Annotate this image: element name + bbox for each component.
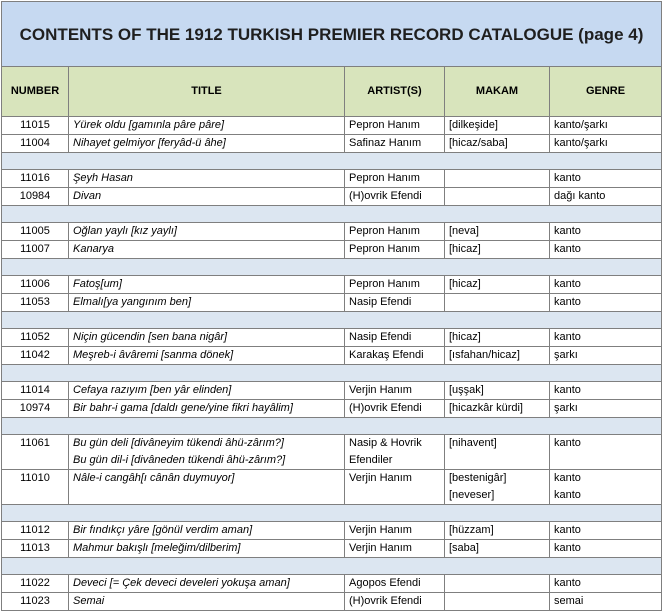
header-genre: GENRE bbox=[550, 67, 662, 117]
cell-number bbox=[2, 435, 69, 470]
cell-artist bbox=[345, 241, 445, 259]
cell-genre bbox=[550, 223, 662, 241]
table-row bbox=[2, 540, 662, 558]
cell-number bbox=[2, 593, 69, 611]
table-row bbox=[2, 435, 662, 470]
cell-title bbox=[69, 294, 345, 312]
catalogue-page bbox=[1, 1, 661, 611]
cell-artist-line: Karakaş Efendi bbox=[349, 349, 424, 361]
cell-title bbox=[69, 593, 345, 611]
cell-title-line: Deveci [= Çek deveci develeri yokuşa aman] bbox=[73, 577, 290, 589]
table-row bbox=[2, 400, 662, 418]
cell-number bbox=[2, 347, 69, 365]
header-number: NUMBER bbox=[2, 67, 69, 117]
cell-title-line: Niçin gücendin [sen bana nigâr] bbox=[73, 331, 228, 343]
cell-title bbox=[69, 382, 345, 400]
cell-artist-line: (H)ovrik Efendi bbox=[349, 595, 422, 607]
cell-genre bbox=[550, 470, 662, 505]
cell-number bbox=[2, 540, 69, 558]
cell-makam-line: [saba] bbox=[449, 542, 479, 554]
cell-makam-line: [hicazkâr kürdi] bbox=[449, 402, 523, 414]
cell-title-line: Bu gün deli [divâneyim tükendi âhü-zârım?] bbox=[73, 437, 284, 449]
cell-makam-line: [nihavent] bbox=[449, 437, 497, 449]
table-body bbox=[2, 117, 662, 611]
cell-artist-line: Pepron Hanım bbox=[349, 243, 420, 255]
cell-artist-line: Efendiler bbox=[349, 454, 393, 466]
cell-title-line: Fatoş[um] bbox=[73, 278, 122, 290]
cell-genre-line: kanto bbox=[554, 172, 581, 184]
spacer-row bbox=[2, 206, 662, 223]
cell-makam-line: [hicaz] bbox=[449, 331, 481, 343]
cell-number-line: 11016 bbox=[20, 172, 50, 184]
cell-makam bbox=[445, 241, 550, 259]
cell-genre-line: kanto bbox=[554, 437, 581, 449]
cell-title-line: Şeyh Hasan bbox=[73, 172, 133, 184]
cell-artist bbox=[345, 329, 445, 347]
cell-genre bbox=[550, 540, 662, 558]
cell-genre-line: kanto/şarkı bbox=[554, 137, 608, 149]
cell-genre-line: kanto bbox=[554, 542, 581, 554]
cell-title bbox=[69, 223, 345, 241]
cell-artist-line: Pepron Hanım bbox=[349, 172, 420, 184]
cell-makam bbox=[445, 593, 550, 611]
cell-number bbox=[2, 188, 69, 206]
title-row bbox=[2, 2, 662, 67]
cell-artist-line: Safinaz Hanım bbox=[349, 137, 422, 149]
table-row bbox=[2, 188, 662, 206]
cell-makam bbox=[445, 522, 550, 540]
cell-genre-line: kanto bbox=[554, 243, 581, 255]
cell-title bbox=[69, 117, 345, 135]
spacer-cell bbox=[2, 418, 662, 435]
cell-genre-line: şarkı bbox=[554, 349, 578, 361]
header-artists: ARTIST(S) bbox=[345, 67, 445, 117]
cell-makam bbox=[445, 400, 550, 418]
cell-genre bbox=[550, 435, 662, 470]
cell-title bbox=[69, 470, 345, 505]
cell-title bbox=[69, 400, 345, 418]
cell-title bbox=[69, 347, 345, 365]
cell-title bbox=[69, 435, 345, 470]
spacer-cell bbox=[2, 558, 662, 575]
cell-artist bbox=[345, 223, 445, 241]
cell-number-line: 11014 bbox=[20, 384, 50, 396]
table-row bbox=[2, 329, 662, 347]
cell-title-line: Meşreb-i âvâremi [sanma dönek] bbox=[73, 349, 234, 361]
table-row bbox=[2, 575, 662, 593]
table-row bbox=[2, 593, 662, 611]
cell-title-line: Nihayet gelmiyor [feryâd-ü âhe] bbox=[73, 137, 226, 149]
cell-number-line: 11061 bbox=[20, 437, 50, 449]
cell-number bbox=[2, 400, 69, 418]
spacer-cell bbox=[2, 312, 662, 329]
cell-genre bbox=[550, 188, 662, 206]
table-row bbox=[2, 294, 662, 312]
cell-artist bbox=[345, 188, 445, 206]
cell-makam-line: [hicaz/saba] bbox=[449, 137, 508, 149]
cell-number-line: 11022 bbox=[20, 577, 50, 589]
spacer-row bbox=[2, 365, 662, 382]
cell-title-line: Divan bbox=[73, 190, 102, 202]
cell-genre bbox=[550, 382, 662, 400]
cell-artist bbox=[345, 522, 445, 540]
cell-makam-line: [hicaz] bbox=[449, 243, 481, 255]
cell-artist bbox=[345, 470, 445, 505]
cell-artist bbox=[345, 575, 445, 593]
spacer-row bbox=[2, 418, 662, 435]
cell-title-line: Mahmur bakışlı [meleğim/dilberim] bbox=[73, 542, 241, 554]
cell-makam-line: [bestenigâr] bbox=[449, 472, 507, 484]
cell-artist bbox=[345, 382, 445, 400]
cell-artist bbox=[345, 540, 445, 558]
cell-makam-line: [neva] bbox=[449, 225, 479, 237]
cell-number-line: 11015 bbox=[20, 119, 50, 131]
cell-title bbox=[69, 329, 345, 347]
cell-number bbox=[2, 470, 69, 505]
cell-title bbox=[69, 188, 345, 206]
cell-genre bbox=[550, 241, 662, 259]
cell-title-line: Oğlan yaylı [kız yaylı] bbox=[73, 225, 177, 237]
cell-makam bbox=[445, 470, 550, 505]
cell-makam bbox=[445, 329, 550, 347]
cell-number bbox=[2, 276, 69, 294]
spacer-row bbox=[2, 505, 662, 522]
cell-artist bbox=[345, 294, 445, 312]
spacer-cell bbox=[2, 365, 662, 382]
cell-genre-line: kanto bbox=[554, 577, 581, 589]
table-row bbox=[2, 276, 662, 294]
cell-number-line: 11006 bbox=[20, 278, 50, 290]
cell-title-line: Nâle-i cangâh[ı cânân duymuyor] bbox=[73, 472, 235, 484]
cell-makam bbox=[445, 276, 550, 294]
cell-title-line: Cefaya razıyım [ben yâr elinden] bbox=[73, 384, 232, 396]
cell-makam bbox=[445, 117, 550, 135]
cell-artist-line: Verjin Hanım bbox=[349, 384, 412, 396]
cell-number bbox=[2, 329, 69, 347]
cell-number bbox=[2, 294, 69, 312]
cell-title bbox=[69, 135, 345, 153]
cell-artist bbox=[345, 276, 445, 294]
cell-genre bbox=[550, 276, 662, 294]
cell-genre-line: kanto bbox=[554, 384, 581, 396]
cell-makam bbox=[445, 188, 550, 206]
cell-genre-line: kanto/şarkı bbox=[554, 119, 608, 131]
page-title: CONTENTS OF THE 1912 TURKISH PREMIER RECORD CATALOGUE (page 4) bbox=[2, 2, 662, 67]
cell-artist bbox=[345, 400, 445, 418]
cell-number-line: 10974 bbox=[19, 402, 51, 414]
table-row bbox=[2, 170, 662, 188]
cell-number bbox=[2, 135, 69, 153]
cell-artist-line: Agopos Efendi bbox=[349, 577, 421, 589]
table-row bbox=[2, 241, 662, 259]
cell-artist bbox=[345, 347, 445, 365]
spacer-row bbox=[2, 153, 662, 170]
cell-artist bbox=[345, 170, 445, 188]
spacer-cell bbox=[2, 259, 662, 276]
spacer-cell bbox=[2, 206, 662, 223]
cell-makam bbox=[445, 435, 550, 470]
cell-genre-line: kanto bbox=[554, 524, 581, 536]
cell-genre-line: semai bbox=[554, 595, 584, 607]
spacer-cell bbox=[2, 153, 662, 170]
cell-makam-line: [dilkeşide] bbox=[449, 119, 498, 131]
cell-genre-line: kanto bbox=[554, 278, 581, 290]
cell-makam-line: [hüzzam] bbox=[449, 524, 494, 536]
spacer-row bbox=[2, 259, 662, 276]
cell-genre-line: kanto bbox=[554, 225, 581, 237]
cell-number-line: 11010 bbox=[20, 472, 50, 484]
cell-artist bbox=[345, 117, 445, 135]
cell-title-line: Bir bahr-i gama [daldı gene/yine fikri hayâlim] bbox=[73, 402, 293, 414]
cell-number bbox=[2, 117, 69, 135]
cell-number bbox=[2, 382, 69, 400]
cell-number bbox=[2, 223, 69, 241]
cell-genre bbox=[550, 593, 662, 611]
cell-title-line: Kanarya bbox=[73, 243, 114, 255]
cell-number-line: 11007 bbox=[20, 243, 50, 255]
cell-number-line: 11023 bbox=[20, 595, 50, 607]
cell-title bbox=[69, 522, 345, 540]
cell-title bbox=[69, 575, 345, 593]
table-row bbox=[2, 470, 662, 505]
cell-number-line: 11004 bbox=[20, 137, 50, 149]
cell-artist bbox=[345, 435, 445, 470]
cell-artist-line: (H)ovrik Efendi bbox=[349, 402, 422, 414]
cell-makam bbox=[445, 170, 550, 188]
cell-makam-line: [uşşak] bbox=[449, 384, 484, 396]
cell-genre bbox=[550, 117, 662, 135]
cell-number-line: 11042 bbox=[20, 349, 50, 361]
cell-number-line: 11012 bbox=[20, 524, 50, 536]
cell-makam bbox=[445, 135, 550, 153]
cell-artist bbox=[345, 135, 445, 153]
cell-title-line: Semai bbox=[73, 595, 105, 607]
table-row bbox=[2, 117, 662, 135]
header-title: TITLE bbox=[69, 67, 345, 117]
table-row bbox=[2, 135, 662, 153]
cell-title-line: Bu gün dil-i [divâneden tükendi âhü-zârım?] bbox=[73, 454, 286, 466]
cell-genre bbox=[550, 575, 662, 593]
cell-makam bbox=[445, 223, 550, 241]
cell-artist-line: Pepron Hanım bbox=[349, 225, 420, 237]
spacer-row bbox=[2, 558, 662, 575]
cell-number-line: 11053 bbox=[20, 296, 50, 308]
cell-makam bbox=[445, 347, 550, 365]
cell-genre-line: kanto bbox=[554, 331, 581, 343]
cell-title bbox=[69, 540, 345, 558]
table-row bbox=[2, 522, 662, 540]
cell-genre-line: dağı kanto bbox=[554, 190, 606, 202]
header-row bbox=[2, 67, 662, 117]
cell-number bbox=[2, 170, 69, 188]
cell-genre bbox=[550, 294, 662, 312]
cell-genre-line: kanto bbox=[554, 489, 581, 501]
header-makam: MAKAM bbox=[445, 67, 550, 117]
table-row bbox=[2, 223, 662, 241]
cell-genre bbox=[550, 135, 662, 153]
cell-genre bbox=[550, 347, 662, 365]
cell-title bbox=[69, 241, 345, 259]
cell-number-line: 11052 bbox=[20, 331, 50, 343]
table-row bbox=[2, 382, 662, 400]
cell-makam-line: [ısfahan/hicaz] bbox=[449, 349, 520, 361]
catalogue-table bbox=[1, 1, 662, 611]
spacer-row bbox=[2, 312, 662, 329]
cell-makam bbox=[445, 294, 550, 312]
cell-genre bbox=[550, 329, 662, 347]
cell-makam-line: [hicaz] bbox=[449, 278, 481, 290]
cell-genre-line: kanto bbox=[554, 296, 581, 308]
cell-makam bbox=[445, 575, 550, 593]
cell-genre-line: şarkı bbox=[554, 402, 578, 414]
cell-artist-line: Pepron Hanım bbox=[349, 119, 420, 131]
cell-number-line: 11005 bbox=[20, 225, 50, 237]
cell-artist bbox=[345, 593, 445, 611]
cell-number-line: 10984 bbox=[19, 190, 51, 202]
cell-number bbox=[2, 522, 69, 540]
cell-artist-line: (H)ovrik Efendi bbox=[349, 190, 422, 202]
cell-genre bbox=[550, 170, 662, 188]
cell-number bbox=[2, 241, 69, 259]
table-row bbox=[2, 347, 662, 365]
spacer-cell bbox=[2, 505, 662, 522]
cell-artist-line: Nasip Efendi bbox=[349, 296, 412, 308]
cell-title-line: Bir fındıkçı yâre [gönül verdim aman] bbox=[73, 524, 253, 536]
cell-artist-line: Nasip Efendi bbox=[349, 331, 412, 343]
cell-artist-line: Verjin Hanım bbox=[349, 472, 412, 484]
cell-makam bbox=[445, 382, 550, 400]
cell-artist-line: Pepron Hanım bbox=[349, 278, 420, 290]
cell-title-line: Yürek oldu [gamınla pâre pâre] bbox=[73, 119, 225, 131]
cell-title bbox=[69, 276, 345, 294]
cell-genre bbox=[550, 400, 662, 418]
cell-artist-line: Verjin Hanım bbox=[349, 524, 412, 536]
cell-title bbox=[69, 170, 345, 188]
cell-artist-line: Verjin Hanım bbox=[349, 542, 412, 554]
cell-makam bbox=[445, 540, 550, 558]
cell-genre-line: kanto bbox=[554, 472, 581, 484]
cell-title-line: Elmalı[ya yangınım ben] bbox=[73, 296, 192, 308]
cell-artist-line: Nasip & Hovrik bbox=[349, 437, 422, 449]
cell-makam-line: [neveser] bbox=[449, 489, 495, 501]
cell-number bbox=[2, 575, 69, 593]
cell-genre bbox=[550, 522, 662, 540]
cell-number-line: 11013 bbox=[20, 542, 50, 554]
